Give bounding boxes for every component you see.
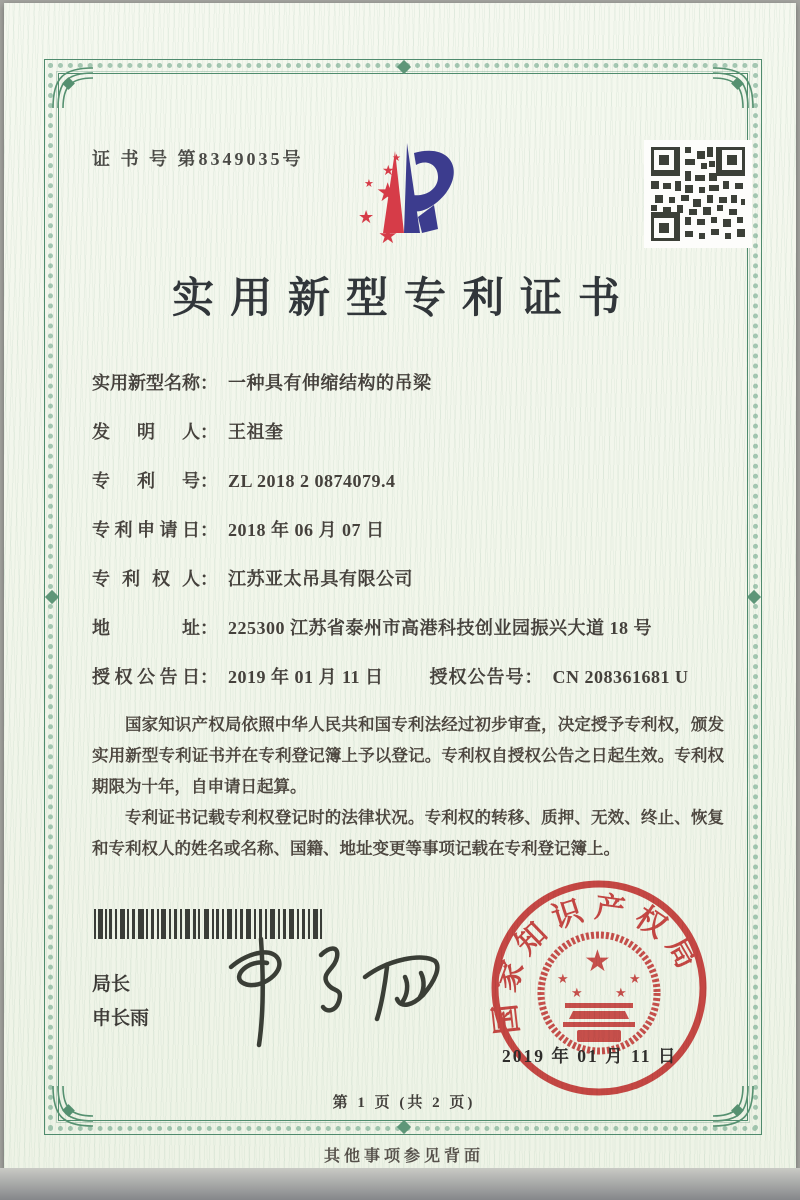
svg-text:国家知识产权局: 国家知识产权局 bbox=[487, 890, 708, 1036]
field-label: 专利号 bbox=[92, 471, 200, 491]
colon: ： bbox=[200, 471, 218, 491]
svg-text:★: ★ bbox=[382, 163, 395, 179]
field-patentee bbox=[92, 565, 732, 614]
field-value: CN 208361681 U bbox=[552, 667, 689, 687]
colon: ： bbox=[200, 618, 218, 638]
legal-paragraph-2: 专利证书记载专利权登记时的法律状况。专利权的转移、质押、无效、终止、恢复和专利权人的姓名或名称、国籍、地址变更等事项记载在专利登记簿上。 bbox=[92, 808, 724, 858]
corner-ornament-icon bbox=[711, 66, 755, 110]
field-value: 2019 年 01 月 11 日 bbox=[228, 667, 384, 687]
field-grant-announcement bbox=[92, 663, 732, 712]
field-label: 专利权人 bbox=[92, 569, 200, 589]
qr-code-icon bbox=[644, 140, 752, 248]
field-label: 发明人 bbox=[92, 422, 200, 442]
legal-text bbox=[92, 709, 724, 864]
director-name: 申长雨 bbox=[92, 1008, 150, 1029]
field-value: 江苏亚太吊具有限公司 bbox=[228, 569, 413, 589]
cnipa-logo-icon bbox=[338, 131, 470, 260]
corner-ornament-icon bbox=[51, 66, 95, 110]
svg-text:★: ★ bbox=[584, 944, 611, 979]
back-note: 其他事项参见背面 bbox=[323, 1148, 484, 1165]
field-inventor bbox=[92, 418, 732, 467]
colon: ： bbox=[200, 569, 218, 589]
field-list bbox=[92, 369, 732, 712]
field-address bbox=[92, 614, 732, 663]
svg-text:★: ★ bbox=[378, 224, 398, 249]
certificate-number: 证 书 号 第8349035号 bbox=[92, 149, 304, 169]
field-utility-model-name bbox=[92, 369, 732, 418]
certificate-paper bbox=[4, 3, 796, 1170]
field-label: 授权公告号 bbox=[429, 667, 525, 687]
scan-shadow bbox=[0, 1168, 800, 1200]
svg-text:★: ★ bbox=[392, 153, 401, 164]
page-number: 第 1 页 (共 2 页) bbox=[332, 1095, 476, 1111]
svg-text:★: ★ bbox=[364, 177, 374, 190]
svg-text:★: ★ bbox=[615, 986, 627, 1001]
field-label: 地址 bbox=[92, 618, 200, 638]
field-value: ZL 2018 2 0874079.4 bbox=[228, 471, 396, 491]
field-label: 授权公告日 bbox=[92, 667, 200, 687]
legal-paragraph-1: 国家知识产权局依照中华人民共和国专利法经过初步审查，决定授予专利权，颁发实用新型专利证书并在专利登记簿上予以登记。专利权自授权公告之日起生效。专利权期限为十年，自申请日起算。 bbox=[92, 715, 724, 796]
field-label: 专利申请日 bbox=[92, 520, 200, 540]
colon: ： bbox=[200, 422, 218, 442]
field-value: 王祖奎 bbox=[228, 422, 284, 442]
certificate-title: 实用新型专利证书 bbox=[171, 276, 636, 322]
director-title: 局长 bbox=[92, 974, 131, 995]
colon: ： bbox=[200, 667, 218, 687]
svg-text:★: ★ bbox=[571, 986, 583, 1001]
seal-date: 2019 年 01 月 11 日 bbox=[502, 1046, 678, 1066]
svg-text:★: ★ bbox=[629, 972, 641, 987]
svg-text:★: ★ bbox=[358, 207, 375, 228]
colon: ： bbox=[200, 520, 218, 540]
handwritten-signature-icon bbox=[209, 933, 449, 1056]
svg-text:★: ★ bbox=[557, 972, 569, 987]
svg-text:★: ★ bbox=[376, 178, 400, 208]
field-value: 2018 年 06 月 07 日 bbox=[228, 520, 385, 540]
field-label: 实用新型名称 bbox=[92, 373, 200, 393]
field-filing-date bbox=[92, 516, 732, 565]
field-patent-number bbox=[92, 467, 732, 516]
colon: ： bbox=[524, 667, 543, 687]
field-value: 一种具有伸缩结构的吊梁 bbox=[228, 373, 432, 393]
colon: ： bbox=[200, 373, 218, 393]
field-value: 225300 江苏省泰州市高港科技创业园振兴大道 18 号 bbox=[228, 618, 652, 638]
